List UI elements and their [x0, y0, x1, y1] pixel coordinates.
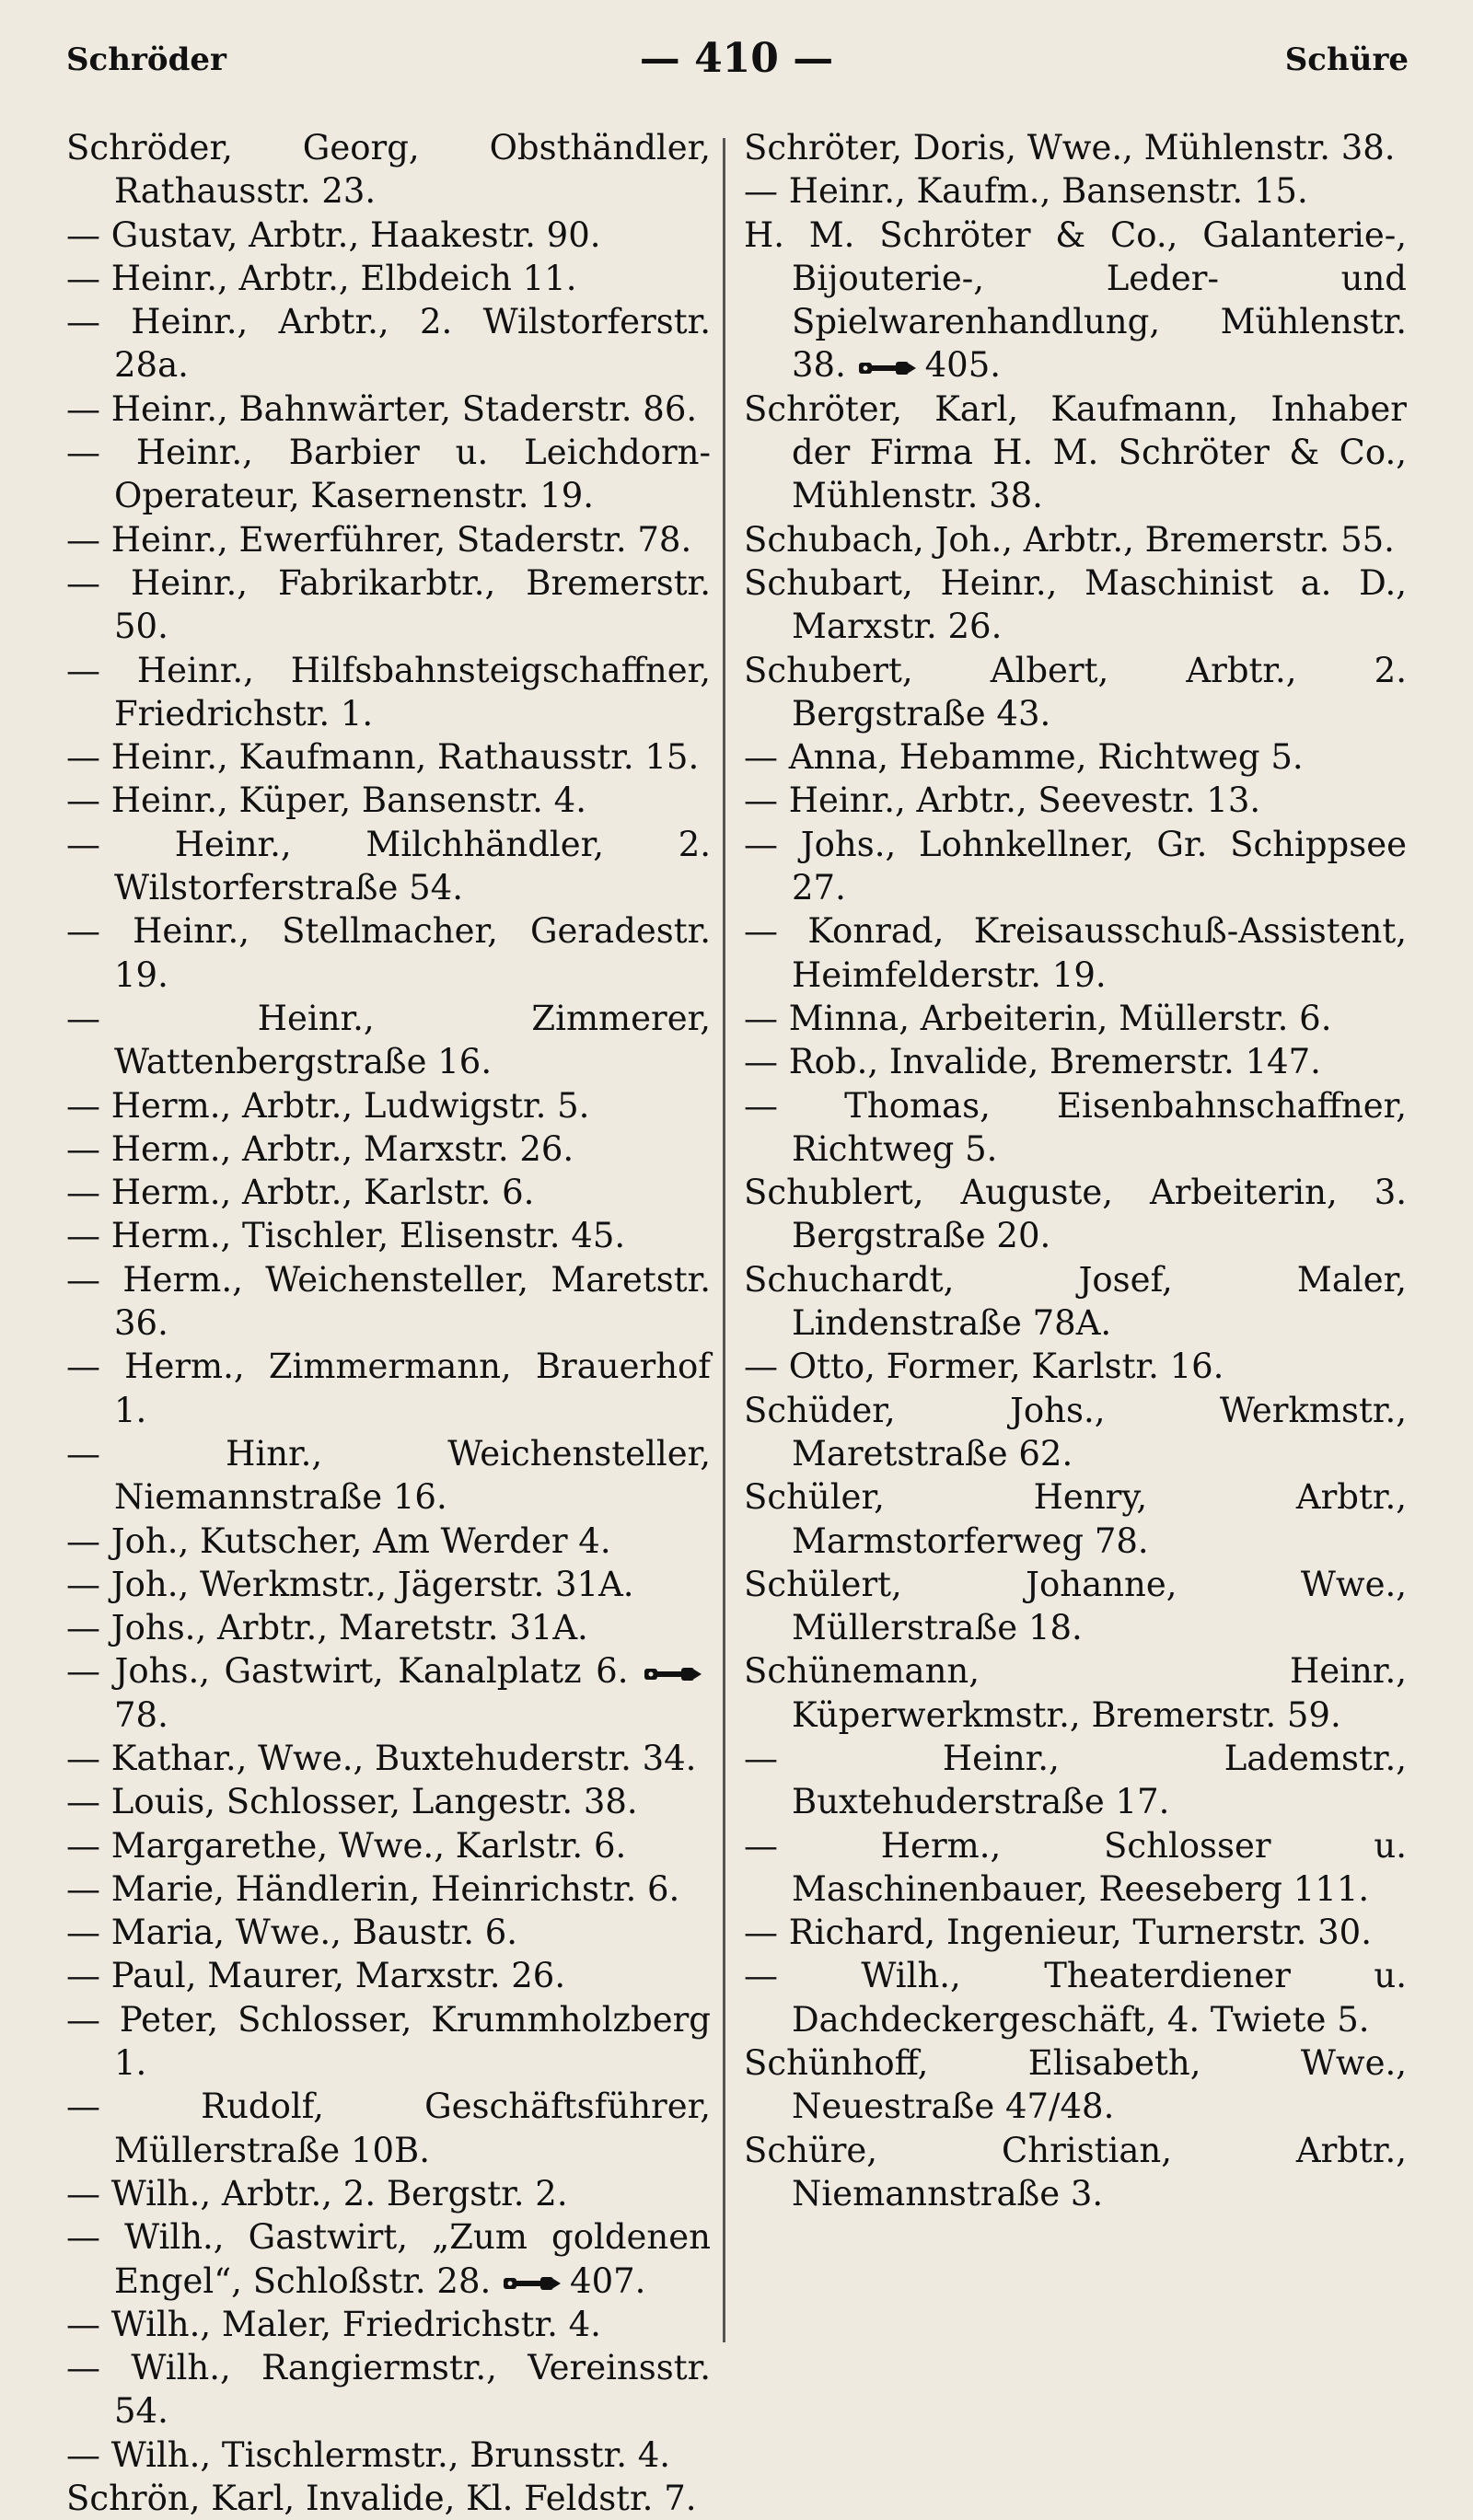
directory-entry [744, 1649, 1407, 1737]
directory-entry [66, 214, 711, 257]
running-head-right: Schüre [1284, 41, 1409, 78]
entry-text: — Konrad, Kreisausschuß-Assistent, Heimfelderstr. 19. [744, 911, 1407, 995]
entry-text: Schubert, Albert, Arbtr., 2. Bergstraße 43. [744, 650, 1407, 734]
directory-entry [66, 1345, 711, 1432]
directory-entry [66, 1998, 711, 2086]
directory-entry [744, 169, 1407, 213]
directory-entry [66, 649, 711, 736]
directory-entry [744, 779, 1407, 822]
entry-text: — Heinr., Arbtr., Seevestr. 13. [744, 780, 1261, 821]
entry-text: — Joh., Kutscher, Am Werder 4. [66, 1520, 611, 1561]
directory-entry [66, 1084, 711, 1127]
directory-entry [66, 431, 711, 518]
directory-entry [66, 1432, 711, 1520]
entry-text: — Wilh., Tischlermstr., Brunsstr. 4. [66, 2434, 671, 2475]
entry-text: — Margarethe, Wwe., Karlstr. 6. [66, 1825, 627, 1866]
entry-text: — Heinr., Barbier u. Leichdorn-Operateur, Kasernenstr. 19. [66, 433, 711, 516]
directory-entry [744, 2041, 1407, 2129]
entry-text: — Wilh., Rangiermstr., Vereinsstr. 54. [66, 2348, 711, 2432]
entry-text: — Rob., Invalide, Bremerstr. 147. [744, 1042, 1321, 1082]
directory-entry [66, 997, 711, 1084]
directory-entry [66, 779, 711, 822]
directory-entry [744, 1911, 1407, 1954]
column-divider [723, 138, 725, 2342]
directory-entry [744, 649, 1407, 736]
entry-text: — Heinr., Stellmacher, Geradestr. 19. [66, 911, 711, 995]
entry-text: — Peter, Schlosser, Krummholzberg 1. [66, 1999, 711, 2084]
entry-text: — Gustav, Arbtr., Haakestr. 90. [66, 214, 601, 255]
directory-entry [744, 126, 1407, 169]
entry-text: — Heinr., Ewerführer, Staderstr. 78. [66, 519, 692, 560]
directory-entry [66, 735, 711, 779]
entry-text: — Minna, Arbeiterin, Müllerstr. 6. [744, 998, 1332, 1038]
directory-entry [66, 561, 711, 649]
directory-entry [744, 1171, 1407, 1258]
entry-text: — Kathar., Wwe., Buxtehuderstr. 34. [66, 1738, 697, 1778]
directory-entry [66, 2477, 711, 2520]
entry-text: Schünhoff, Elisabeth, Wwe., Neuestraße 47/48. [744, 2043, 1407, 2127]
telephone-number: 407. [570, 2260, 646, 2301]
entry-text: Schülert, Johanne, Wwe., Müllerstraße 18. [744, 1564, 1407, 1648]
directory-entry [66, 1649, 711, 1737]
directory-entry [66, 1780, 711, 1823]
entry-text: — Anna, Hebamme, Richtweg 5. [744, 737, 1304, 778]
entry-text: — Heinr., Arbtr., Elbdeich 11. [66, 258, 577, 298]
entry-text: — Herm., Zimmermann, Brauerhof 1. [66, 1347, 711, 1430]
entry-text: — Herm., Arbtr., Karlstr. 6. [66, 1173, 535, 1213]
directory-entry [66, 2433, 711, 2477]
entry-text: Schröter, Doris, Wwe., Mühlenstr. 38. [744, 128, 1396, 168]
entry-text: Schüre, Christian, Arbtr., Niemannstraße 3. [744, 2130, 1407, 2214]
directory-entry [66, 1127, 711, 1171]
directory-entry [66, 2215, 711, 2303]
directory-entry [744, 2129, 1407, 2216]
entry-text: Schröter, Karl, Kaufmann, Inhaber der Firma H. M. Schröter & Co., Mühlenstr. 38. [744, 388, 1407, 516]
directory-entry [744, 1475, 1407, 1563]
page-number: — 410 — [639, 35, 834, 82]
directory-entry [66, 823, 711, 910]
entry-text: — Heinr., Küper, Bansenstr. 4. [66, 780, 586, 821]
entry-text: — Otto, Former, Karlstr. 16. [744, 1347, 1224, 1387]
entry-text: — Heinr., Milchhändler, 2. Wilstorferstraße 54. [66, 824, 711, 908]
directory-entry [66, 387, 711, 431]
entry-text: — Heinr., Arbtr., 2. Wilstorferstr. 28a. [66, 302, 711, 386]
entry-text: — Herm., Arbtr., Ludwigstr. 5. [66, 1085, 590, 1126]
entry-text: — Johs., Gastwirt, Kanalplatz 6. [66, 1651, 629, 1692]
entry-text: Schuchardt, Josef, Maler, Lindenstraße 78A. [744, 1259, 1407, 1344]
entry-text: Schublert, Auguste, Arbeiterin, 3. Bergstraße 20. [744, 1173, 1407, 1256]
directory-entry [66, 2085, 711, 2172]
directory-entry [744, 1084, 1407, 1172]
directory-entry [744, 823, 1407, 910]
entry-text: — Marie, Händlerin, Heinrichstr. 6. [66, 1868, 680, 1909]
directory-entry [744, 1563, 1407, 1650]
directory-entry [744, 1345, 1407, 1388]
entry-text: — Maria, Wwe., Baustr. 6. [66, 1913, 518, 1953]
entry-text: Schünemann, Heinr., Küperwerkmstr., Bremerstr. 59. [744, 1651, 1407, 1735]
directory-entry [744, 214, 1407, 387]
directory-entry [744, 997, 1407, 1040]
directory-entry [66, 1606, 711, 1649]
directory-entry [66, 1171, 711, 1214]
directory-entry [66, 1954, 711, 1997]
entry-text: — Johs., Lohnkellner, Gr. Schippsee 27. [744, 824, 1407, 908]
directory-entry [66, 257, 711, 300]
entry-text: — Louis, Schlosser, Langestr. 38. [66, 1782, 638, 1822]
directory-entry [744, 909, 1407, 997]
entry-text: — Wilh., Theaterdiener u. Dachdeckergeschäft, 4. Twiete 5. [744, 1956, 1407, 2040]
entry-text: — Johs., Arbtr., Maretstr. 31A. [66, 1608, 588, 1648]
entry-text: H. M. Schröter & Co., Galanterie-, Bijouterie-, Leder- und Spielwarenhandlung, Mühlenstr. 38. [744, 214, 1407, 386]
entry-text: — Richard, Ingenieur, Turnerstr. 30. [744, 1913, 1372, 1953]
directory-entry [66, 1520, 711, 1563]
directory-entry [66, 1737, 711, 1780]
entry-text: Schrön, Karl, Invalide, Kl. Feldstr. 7. [66, 2479, 697, 2519]
entry-text: — Heinr., Kaufmann, Rathausstr. 15. [66, 737, 700, 778]
entry-text: — Herm., Weichensteller, Maretstr. 36. [66, 1259, 711, 1344]
entry-text: Schröder, Georg, Obsthändler, Rathausstr. 23. [66, 128, 711, 212]
directory-entry [744, 1824, 1407, 1912]
directory-entry [66, 1824, 711, 1867]
directory-entry [66, 1214, 711, 1257]
directory-entry [66, 909, 711, 997]
directory-entry [66, 300, 711, 387]
directory-entry [744, 518, 1407, 561]
directory-entry [66, 1867, 711, 1911]
entry-text: — Heinr., Fabrikarbtr., Bremerstr. 50. [66, 562, 711, 647]
left-column [66, 126, 711, 2520]
directory-entry [66, 1258, 711, 1346]
directory-entry [744, 735, 1407, 779]
directory-entry [744, 1389, 1407, 1476]
entry-text: — Herm., Arbtr., Marxstr. 26. [66, 1128, 574, 1169]
entry-text: — Joh., Werkmstr., Jägerstr. 31A. [66, 1564, 634, 1604]
directory-entry [66, 2172, 711, 2215]
entry-text: — Heinr., Zimmerer, Wattenbergstraße 16. [66, 998, 711, 1082]
entry-text: — Herm., Tischler, Elisenstr. 45. [66, 1216, 626, 1256]
telephone-icon [502, 2273, 563, 2294]
telephone-icon [857, 358, 918, 378]
entry-text: Schubach, Joh., Arbtr., Bremerstr. 55. [744, 519, 1395, 560]
right-column [744, 126, 1407, 2215]
entry-text: Schüler, Henry, Arbtr., Marmstorferweg 78. [744, 1477, 1407, 1561]
entry-text: — Thomas, Eisenbahnschaffner, Richtweg 5. [744, 1085, 1407, 1169]
entry-text: — Heinr., Hilfsbahnsteigschaffner, Friedrichstr. 1. [66, 650, 711, 734]
telephone-number: 405. [924, 345, 1001, 386]
directory-entry [66, 1911, 711, 1954]
entry-text: — Heinr., Lademstr., Buxtehuderstraße 17. [744, 1738, 1407, 1822]
entry-text: Schüder, Johs., Werkmstr., Maretstraße 62. [744, 1390, 1407, 1474]
telephone-number: 78. [114, 1694, 168, 1735]
entry-text: — Rudolf, Geschäftsführer, Müllerstraße 10B. [66, 2087, 711, 2170]
entry-text: — Hinr., Weichensteller, Niemannstraße 16. [66, 1433, 711, 1518]
directory-entry [744, 1040, 1407, 1083]
entry-text: — Wilh., Maler, Friedrichstr. 4. [66, 2304, 601, 2344]
directory-entry [744, 561, 1407, 649]
directory-entry [66, 126, 711, 214]
entry-text: Schubart, Heinr., Maschinist a. D., Marxstr. 26. [744, 562, 1407, 647]
entry-text: — Wilh., Gastwirt, „Zum goldenen Engel“, Schloßstr. 28. [66, 2217, 711, 2301]
entry-text: — Herm., Schlosser u. Maschinenbauer, Reeseberg 111. [744, 1825, 1407, 1909]
entry-text: — Wilh., Arbtr., 2. Bergstr. 2. [66, 2173, 568, 2214]
directory-entry [744, 1954, 1407, 2041]
entry-text: — Heinr., Kaufm., Bansenstr. 15. [744, 171, 1308, 212]
running-head-left: Schröder [66, 41, 226, 78]
directory-entry [744, 1258, 1407, 1346]
entry-text: — Heinr., Bahnwärter, Staderstr. 86. [66, 388, 698, 429]
directory-entry [66, 1563, 711, 1606]
directory-entry [744, 387, 1407, 518]
directory-entry [66, 2303, 711, 2346]
directory-entry [66, 2346, 711, 2433]
directory-entry [744, 1737, 1407, 1824]
telephone-icon [643, 1664, 703, 1684]
entry-text: — Paul, Maurer, Marxstr. 26. [66, 1956, 566, 1996]
directory-entry [66, 518, 711, 561]
